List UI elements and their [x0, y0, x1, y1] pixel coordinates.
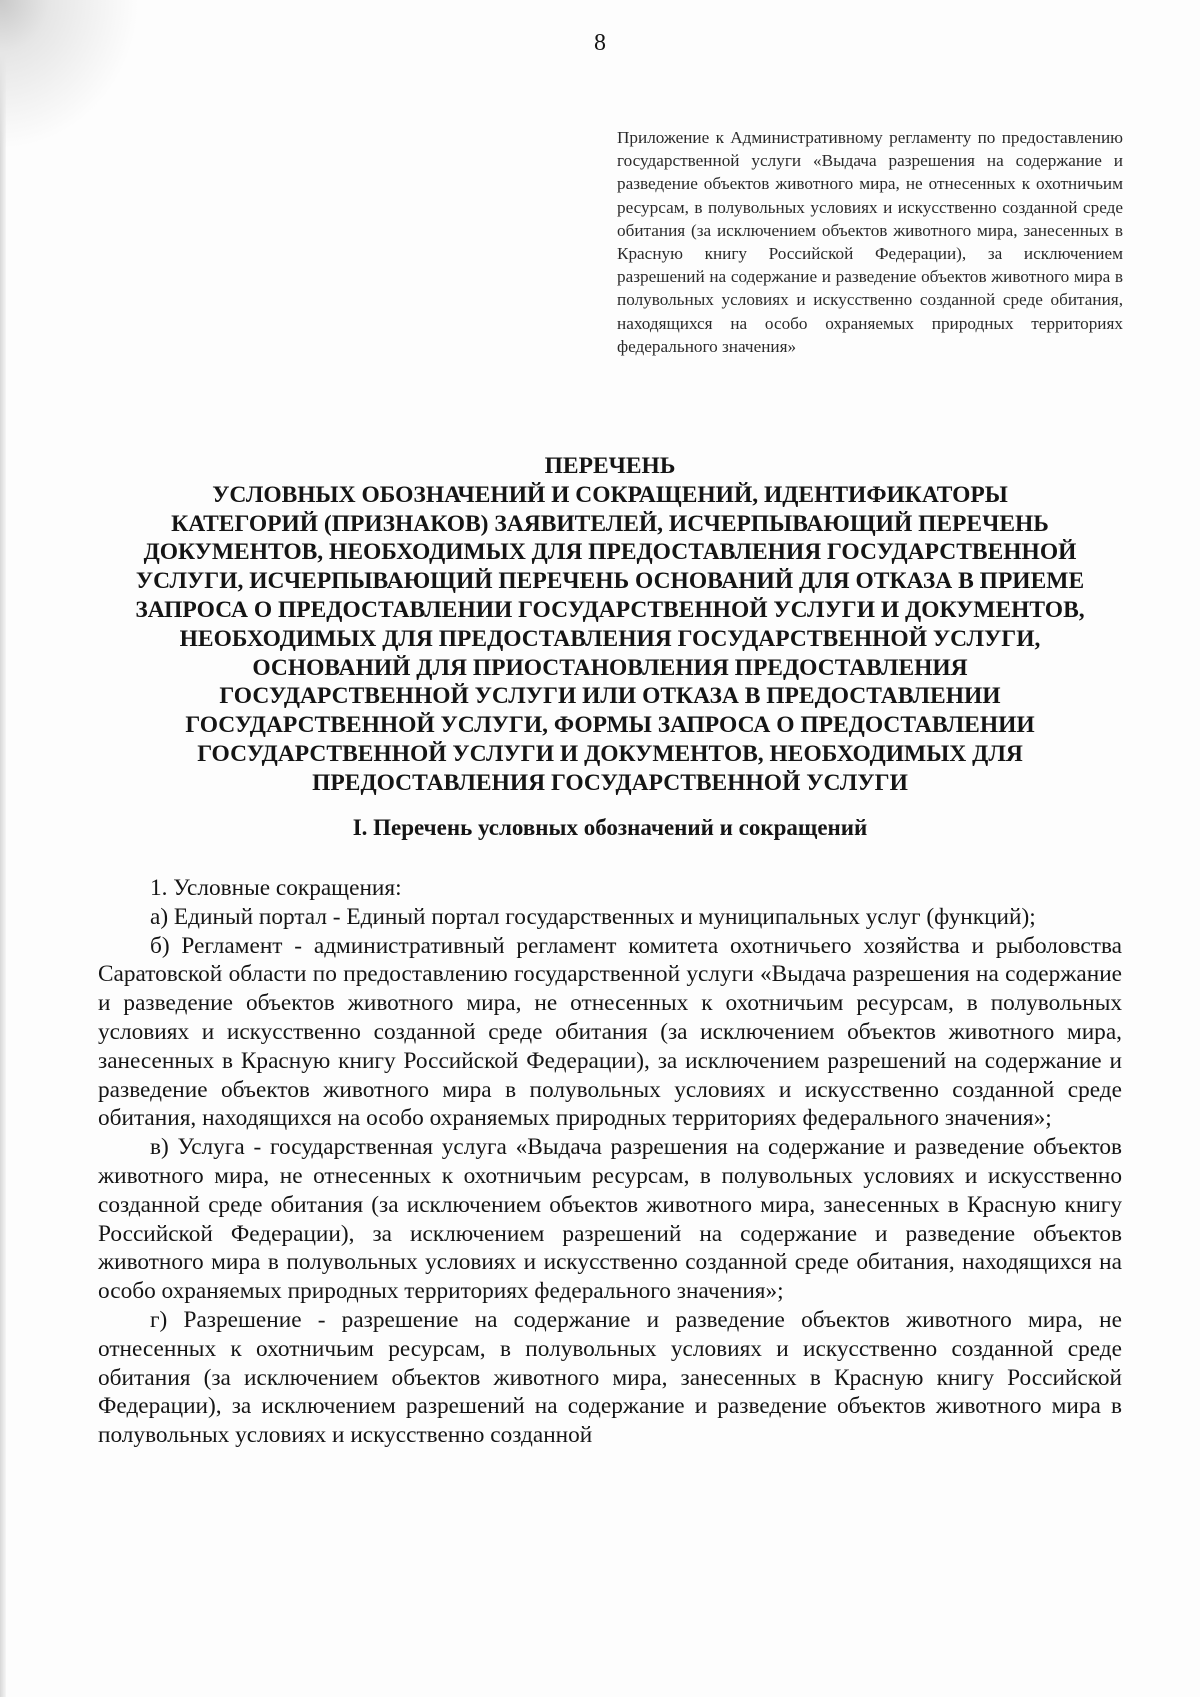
paragraph: в) Услуга - государственная услуга «Выдача разрешения на содержание и разведение объектов животного мира, не отнесенных к охотничьим ресурсам, в полувольных условиях и искусственно созданной среде обитания (за исключением объектов животного мира, занесенных в Красную книгу Российской Федерации), за исключением разрешений на содержание и разведение объектов животного мира в полувольных условиях и искусственно созданной среде обитания, находящихся на особо охраняемых природных территориях федерального значения»; [98, 1134, 1122, 1305]
title-line: ГОСУДАРСТВЕННОЙ УСЛУГИ ИЛИ ОТКАЗА В ПРЕДОСТАВЛЕНИИ [219, 683, 1001, 710]
title-line: ПЕРЕЧЕНЬ [544, 453, 676, 479]
section-heading: I. Перечень условных обозначений и сокращений [352, 815, 868, 840]
paragraph: а) Единый портал - Единый портал государственных и муниципальных услуг (функций); [150, 903, 1036, 930]
title-line: КАТЕГОРИЙ (ПРИЗНАКОВ) ЗАЯВИТЕЛЕЙ, ИСЧЕРПЫВАЮЩИЙ ПЕРЕЧЕНЬ [171, 510, 1049, 537]
paragraph: б) Регламент - административный регламент комитета охотничьего хозяйства и рыболовства Саратовской области по предоставлению государственной услуги «Выдача разрешения на содержание и разведение объектов животного мира, не отнесенных к охотничьим ресурсам, в полувольных условиях и искусственно созданной среде обитания (за исключением объектов животного мира, занесенных в Красную книгу Российской Федерации), за исключением разрешений на содержание и разведение объектов животного мира в полувольных условиях и искусственно созданной среде обитания, находящихся на особо охраняемых природных территориях федерального значения»; [98, 932, 1122, 1132]
title-line: ПРЕДОСТАВЛЕНИЯ ГОСУДАРСТВЕННОЙ УСЛУГИ [312, 769, 908, 796]
title-line: УСЛОВНЫХ ОБОЗНАЧЕНИЙ И СОКРАЩЕНИЙ, ИДЕНТИФИКАТОРЫ [212, 481, 1008, 508]
title-line: ДОКУМЕНТОВ, НЕОБХОДИМЫХ ДЛЯ ПРЕДОСТАВЛЕНИЯ ГОСУДАРСТВЕННОЙ [143, 539, 1077, 566]
title-line: ЗАПРОСА О ПРЕДОСТАВЛЕНИИ ГОСУДАРСТВЕННОЙ УСЛУГИ И ДОКУМЕНТОВ, [135, 596, 1085, 623]
paragraph: г) Разрешение - разрешение на содержание и разведение объектов животного мира, не отнесенных к охотничьим ресурсам, в полувольных условиях и искусственно созданной среде обитания (за исключением объектов животного мира, занесенных в Красную книгу Российской Федерации), за исключением разрешений на содержание и разведение объектов животного мира в полувольных условиях и искусственно созданной [98, 1306, 1122, 1449]
paragraph: 1. Условные сокращения: [150, 875, 402, 901]
appendix-note: Приложение к Административному регламенту по предоставлению государственной услуги «Выдача разрешения на содержание и разведение объектов животного мира, не отнесенных к охотничьим ресурсам, в полувольных условиях и искусственно созданной среде обитания (за исключением объектов животного мира, занесенных в Красную книгу Российской Федерации), за исключением разрешений на содержание и разведение объектов животного мира в полувольных условиях и искусственно созданной среде обитания, находящихся на особо охраняемых природных территориях федерального значения» [617, 128, 1123, 356]
title-line: ГОСУДАРСТВЕННОЙ УСЛУГИ, ФОРМЫ ЗАПРОСА О ПРЕДОСТАВЛЕНИИ [185, 712, 1035, 739]
title-line: НЕОБХОДИМЫХ ДЛЯ ПРЕДОСТАВЛЕНИЯ ГОСУДАРСТВЕННОЙ УСЛУГИ, [179, 625, 1041, 652]
page-number: 8 [594, 30, 606, 56]
title-line: ГОСУДАРСТВЕННОЙ УСЛУГИ И ДОКУМЕНТОВ, НЕОБХОДИМЫХ ДЛЯ [197, 740, 1023, 767]
scan-shadow-edge [0, 0, 6, 1697]
document-title [100, 452, 1120, 798]
title-line: УСЛУГИ, ИСЧЕРПЫВАЮЩИЙ ПЕРЕЧЕНЬ ОСНОВАНИЙ ДЛЯ ОТКАЗА В ПРИЕМЕ [135, 568, 1085, 595]
body-text [98, 874, 1122, 1450]
scan-shadow-corner [0, 0, 140, 150]
title-line: ОСНОВАНИЙ ДЛЯ ПРИОСТАНОВЛЕНИЯ ПРЕДОСТАВЛЕНИЯ [252, 654, 968, 681]
